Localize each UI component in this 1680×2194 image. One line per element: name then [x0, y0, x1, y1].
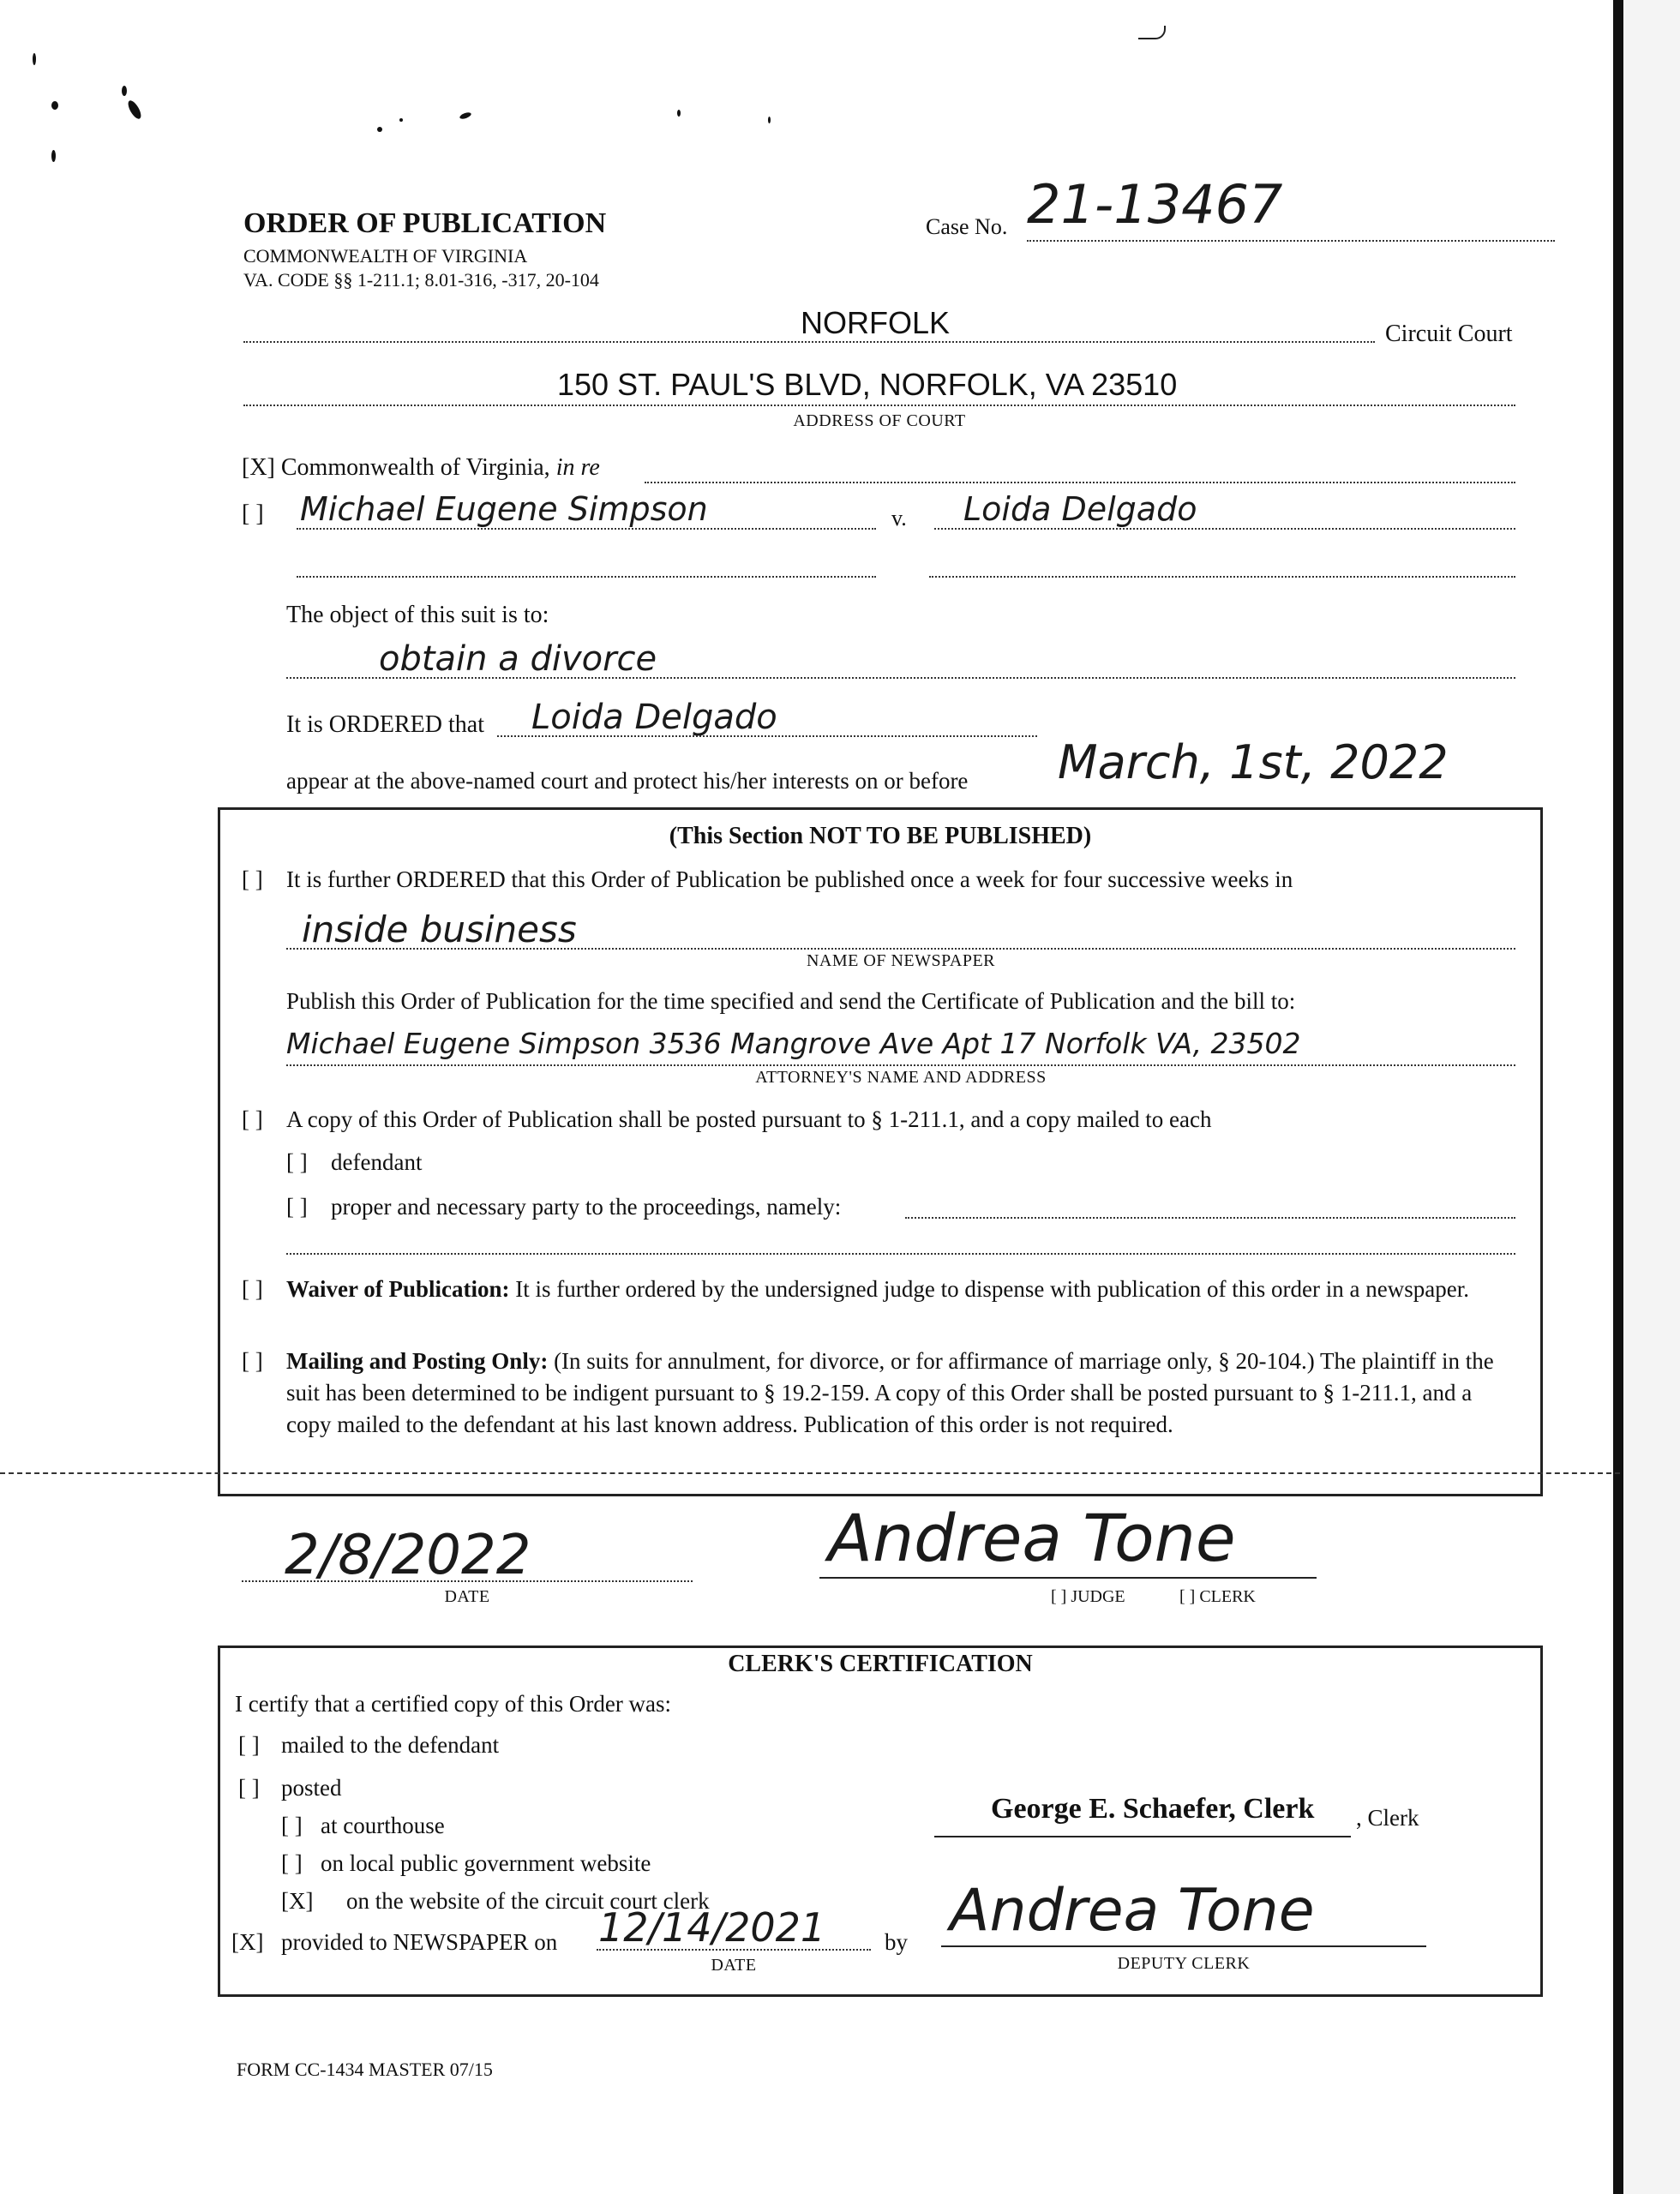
judge-signature: Andrea Tone — [828, 1500, 1236, 1576]
order-date-field — [242, 1524, 693, 1587]
mailing-text: (In suits for annulment, for divorce, or for affirmance of marriage only, § 20-104.) The plaintiff in the suit has been determined to be indigent pursuant to § 19.2-159. A copy of this Order shall be posted pursuant to § 1-211.1, and a copy mailed to the defendant at his last known address. Publication of this order is not required. — [286, 1348, 1494, 1437]
clerk-suffix: , Clerk — [1356, 1805, 1419, 1831]
copy-checkbox[interactable]: [ ] — [242, 1106, 263, 1132]
mailing-checkbox[interactable]: [ ] — [242, 1348, 263, 1374]
clerk-website-label: on the website of the circuit court clerk — [346, 1888, 710, 1914]
newspaper-provided-label: provided to NEWSPAPER on — [281, 1929, 558, 1955]
clerk-certification-heading: CLERK'S CERTIFICATION — [728, 1651, 1033, 1677]
proper-extra-line — [286, 1239, 1515, 1255]
judge-option[interactable]: [ ] JUDGE — [1051, 1587, 1125, 1606]
court-name-field — [243, 302, 1375, 343]
mailed-checkbox[interactable]: [ ] — [238, 1732, 260, 1758]
appear-date-field — [1041, 735, 1521, 797]
appear-text: appear at the above-named court and protect his/her interests on or before — [286, 768, 969, 794]
code-reference: VA. CODE §§ 1-211.1; 8.01-316, -317, 20-104 — [243, 269, 599, 291]
by-label: by — [885, 1929, 908, 1955]
court-address-field — [243, 363, 1515, 406]
object-field — [286, 638, 1515, 679]
mailed-label: mailed to the defendant — [281, 1732, 500, 1758]
provided-date-caption: DATE — [711, 1956, 757, 1975]
court-suffix: Circuit Court — [1385, 321, 1513, 347]
appear-date: March, 1st, 2022 — [1058, 735, 1449, 789]
attorney-value: Michael Eugene Simpson 3536 Mangrove Ave Apt 17 Norfolk VA, 23502 — [286, 1027, 1301, 1060]
defendant-extra-line — [929, 562, 1515, 578]
publish-text: Publish this Order of Publication for the time specified and send the Certificate of Publication and the bill to: — [286, 988, 1296, 1014]
ordered-party: Loida Delgado — [531, 698, 777, 737]
clerk-name-line — [934, 1791, 1351, 1837]
in-re-label: in re — [555, 454, 600, 481]
proper-checkbox[interactable]: [ ] — [286, 1194, 308, 1220]
waiver-text: It is further ordered by the undersigned judge to dispense with publication of this order in a newspaper. — [515, 1276, 1469, 1302]
ordered-party-field — [497, 696, 1037, 737]
provided-date-field — [597, 1904, 871, 1951]
case-number-label: Case No. — [926, 214, 1008, 239]
commonwealth-label: Commonwealth of Virginia, — [280, 454, 550, 481]
waiver-paragraph — [286, 1274, 1521, 1305]
attorney-field — [286, 1025, 1515, 1066]
posted-label: posted — [281, 1775, 342, 1801]
clerk-option[interactable]: [ ] CLERK — [1179, 1587, 1256, 1606]
parties-checkbox[interactable]: [ ] — [242, 501, 264, 527]
commonwealth-checkbox[interactable]: [X] — [242, 454, 275, 481]
address-caption: ADDRESS OF COURT — [793, 411, 966, 430]
order-date: 2/8/2022 — [285, 1524, 531, 1587]
proper-field — [905, 1200, 1515, 1219]
ordered-label: It is ORDERED that — [286, 711, 484, 738]
case-number-value: 21-13467 — [1027, 173, 1283, 236]
form-id: FORM CC-1434 MASTER 07/15 — [237, 2059, 493, 2080]
certification-intro: I certify that a certified copy of this Order was: — [235, 1691, 672, 1717]
waiver-checkbox[interactable]: [ ] — [242, 1276, 263, 1302]
case-number-field — [1027, 173, 1555, 242]
fold-line — [0, 1472, 1620, 1474]
object-value: obtain a divorce — [379, 639, 657, 679]
local-website-checkbox[interactable]: [ ] — [281, 1850, 303, 1876]
plaintiff-field — [297, 489, 876, 530]
court-address: 150 ST. PAUL'S BLVD, NORFOLK, VA 23510 — [557, 367, 1178, 402]
courthouse-label: at courthouse — [321, 1813, 445, 1838]
in-re-field — [645, 461, 1515, 483]
clerk-website-checkbox[interactable]: [X] — [281, 1888, 314, 1914]
copy-text: A copy of this Order of Publication shall be posted pursuant to § 1-211.1, and a copy mailed to each — [286, 1106, 1212, 1132]
defendant-field — [934, 489, 1515, 530]
judge-signature-line — [819, 1500, 1317, 1579]
deputy-signature-line — [941, 1877, 1426, 1947]
defendant-name: Loida Delgado — [963, 490, 1197, 528]
form-title: ORDER OF PUBLICATION — [243, 207, 607, 239]
proper-label: proper and necessary party to the proceedings, namely: — [331, 1194, 842, 1220]
newspaper-name: inside business — [302, 908, 577, 950]
attorney-caption: ATTORNEY'S NAME AND ADDRESS — [755, 1068, 1047, 1087]
commonwealth-line — [242, 454, 600, 482]
newspaper-caption: NAME OF NEWSPAPER — [806, 951, 996, 970]
waiver-title: Waiver of Publication: — [286, 1276, 510, 1302]
courthouse-checkbox[interactable]: [ ] — [281, 1813, 303, 1838]
provided-date: 12/14/2021 — [598, 1904, 826, 1951]
jurisdiction: COMMONWEALTH OF VIRGINIA — [243, 245, 528, 267]
deputy-signature: Andrea Tone — [950, 1877, 1315, 1945]
not-published-heading: (This Section NOT TO BE PUBLISHED) — [669, 823, 1092, 849]
deputy-caption: DEPUTY CLERK — [1117, 1954, 1251, 1973]
defendant-label: defendant — [331, 1149, 423, 1175]
plaintiff-name: Michael Eugene Simpson — [300, 490, 708, 528]
newspaper-provided-checkbox[interactable]: [X] — [231, 1929, 264, 1955]
defendant-checkbox[interactable]: [ ] — [286, 1149, 308, 1175]
court-name: NORFOLK — [801, 305, 951, 340]
mailing-paragraph — [286, 1346, 1521, 1441]
further-checkbox[interactable]: [ ] — [242, 866, 263, 892]
newspaper-field — [286, 908, 1515, 950]
posted-checkbox[interactable]: [ ] — [238, 1775, 260, 1801]
further-text: It is further ORDERED that this Order of Publication be published once a week for four successive weeks in — [286, 866, 1293, 892]
plaintiff-extra-line — [297, 562, 876, 578]
versus-label: v. — [891, 506, 907, 531]
mailing-title: Mailing and Posting Only: — [286, 1348, 549, 1374]
order-date-caption: DATE — [444, 1587, 490, 1606]
local-website-label: on local public government website — [321, 1850, 651, 1876]
clerk-name: George E. Schaefer, Clerk — [991, 1793, 1315, 1825]
object-label: The object of this suit is to: — [286, 602, 549, 628]
